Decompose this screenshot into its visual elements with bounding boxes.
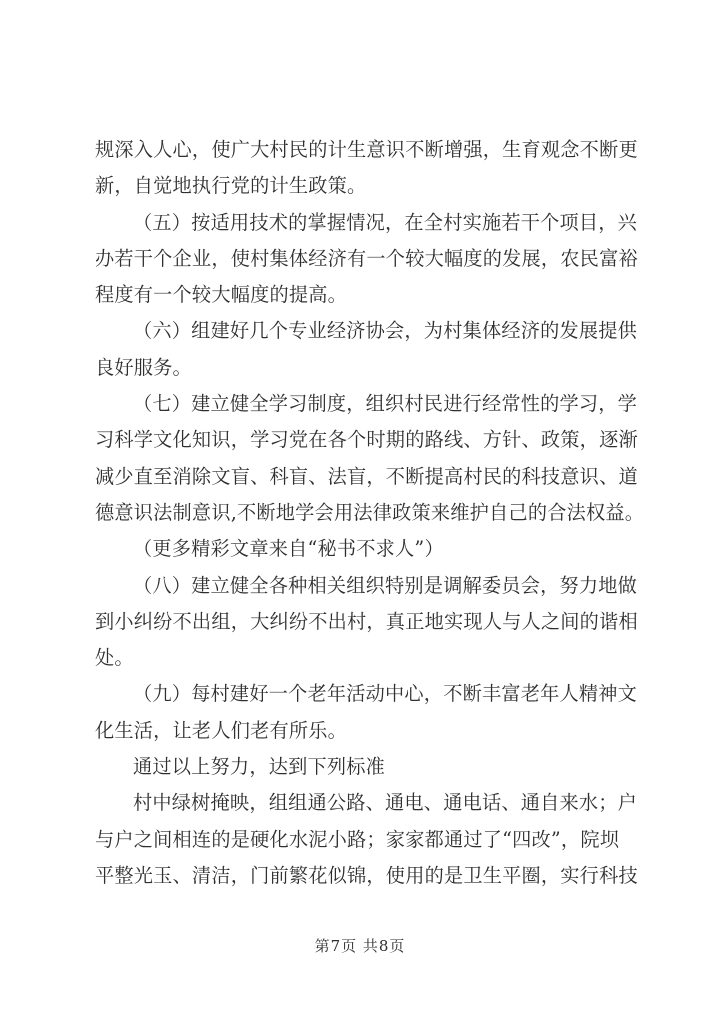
text-line: 习科学文化知识，学习党在各个时期的路线、方针、政策，逐渐 <box>95 428 638 452</box>
text-line: （五）按适用技术的掌握情况，在全村实施若干个项目，兴 <box>133 210 638 234</box>
text-line: （七）建立健全学习制度，组织村民进行经常性的学习，学 <box>133 392 638 416</box>
document-body <box>95 132 645 894</box>
page-footer <box>0 935 720 956</box>
text-line: （六）组建好几个专业经济协会，为村集体经济的发展提供 <box>133 319 638 343</box>
text-line: 新，自觉地执行党的计生政策。 <box>95 174 367 198</box>
text-line: 规深入人心，使广大村民的计生意识不断增强，生育观念不断更 <box>95 138 638 161</box>
text-line: 平整光玉、清洁，门前繁花似锦，使用的是卫生平圈，实行科技 <box>95 863 638 887</box>
text-line: 良好服务。 <box>95 355 192 379</box>
text-line: 化生活，让老人们老有所乐。 <box>95 718 348 742</box>
text-line: 减少直至消除文盲、科盲、法盲，不断提高村民的科技意识、道 <box>95 464 638 488</box>
text-line: （八）建立健全各种相关组织特别是调解委员会，努力地做 <box>133 573 638 597</box>
text-line: （更多精彩文章来自“秘书不求人”） <box>133 537 444 561</box>
text-line: 村中绿树掩映，组组通公路、通电、通电话、通自来水；户 <box>133 791 638 815</box>
text-line: 德意识法制意识,不断地学会用法律政策来维护自己的合法权益。 <box>95 500 645 524</box>
text-line: 到小纠纷不出组，大纠纷不出村，真正地实现人与人之间的谐相 <box>95 609 638 633</box>
text-line: （九）每村建好一个老年活动中心，不断丰富老年人精神文 <box>133 682 638 706</box>
text-line: 处。 <box>95 646 134 670</box>
text-line: 程度有一个较大幅度的提高。 <box>95 283 348 307</box>
text-line: 通过以上努力，达到下列标准 <box>133 755 386 779</box>
page-number-indicator: 第7页 共8页 <box>314 937 406 955</box>
text-line: 办若干个企业，使村集体经济有一个较大幅度的发展，农民富裕 <box>95 246 638 270</box>
text-line: 与户之间相连的是硬化水泥小路；家家都通过了“四改”，院坝 <box>95 827 620 851</box>
